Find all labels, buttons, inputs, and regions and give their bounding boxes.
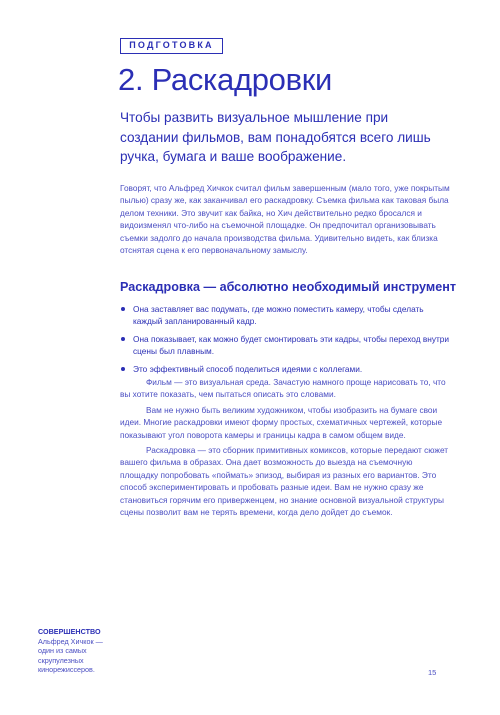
bullet-icon: [121, 337, 125, 341]
bullet-text: Она показывает, как можно будет смонтировать эти кадры, чтобы переход внутри сцены был плавным.: [133, 333, 450, 357]
body-paragraph: Фильм — это визуальная среда. Зачастую намного проще нарисовать то, что вы хотите показать, чем пытаться описать это словами.: [120, 377, 446, 400]
list-item: [120, 333, 450, 358]
sidebar-note: [38, 627, 120, 675]
sidebar-note-text: Альфред Хичкок — один из самых скрупулезных кинорежиссеров.: [38, 636, 103, 675]
lead-paragraph: Чтобы развить визуальное мышление при создании фильмов, вам понадобятся всего лишь ручка, бумага и ваше воображение.: [120, 110, 431, 164]
bullet-list: [120, 303, 450, 380]
bullet-icon: [121, 307, 125, 311]
bullet-text: Это эффективный способ поделиться идеями с коллегами.: [133, 363, 363, 374]
body-text: [120, 376, 450, 521]
page-title: 2. Раскадровки: [118, 62, 333, 97]
section-label: ПОДГОТОВКА: [120, 38, 223, 54]
bullet-icon: [121, 367, 125, 371]
intro-paragraph: Говорят, что Альфред Хичкок считал фильм завершенным (мало того, уже покрытым пылью) сразу же, как заканчивал его раскадровку. Съемка фильма как таковая была делом техники. Это звучит как байка, но Хич действительно редко бросался и видоизменял что-либо на съемочной площадке. Он предпочитал организовывать съемки задолго до начала производства фильма. Удивительно видеть, как близка отснятая сцена к его первоначальному замыслу.: [120, 183, 450, 256]
subheading: Раскадровка — абсолютно необходимый инструмент: [120, 280, 456, 294]
bullet-text: Она заставляет вас подумать, где можно поместить камеру, чтобы сделать каждый запланированный кадр.: [133, 304, 424, 327]
sidebar-note-title: СОВЕРШЕНСТВО: [38, 627, 101, 636]
list-item: [120, 303, 450, 328]
body-paragraph: Раскадровка — это сборник примитивных комиксов, которые передают сюжет вашего фильма в образах. Она дает возможность до выезда на съемочную площадку попробовать «поймать» эпизод, выбирая из разных его вариантов. Это способ экспериментировать и пробовать разные идеи. Вам не нужно сразу же становиться горячим его приверженцем, но знание основной визуальной структуры сцены позволит вам не терять времени, когда дело дойдет до съемок.: [120, 445, 449, 518]
page-number: 15: [428, 668, 437, 677]
body-paragraph: Вам не нужно быть великим художником, чтобы изобразить на бумаге свои идеи. Многие раскадровки имеют форму простых, схематичных чертежей, которые показывают угол поворота камеры и границы кадра в самом общем виде.: [120, 404, 443, 440]
list-item: [120, 363, 450, 375]
